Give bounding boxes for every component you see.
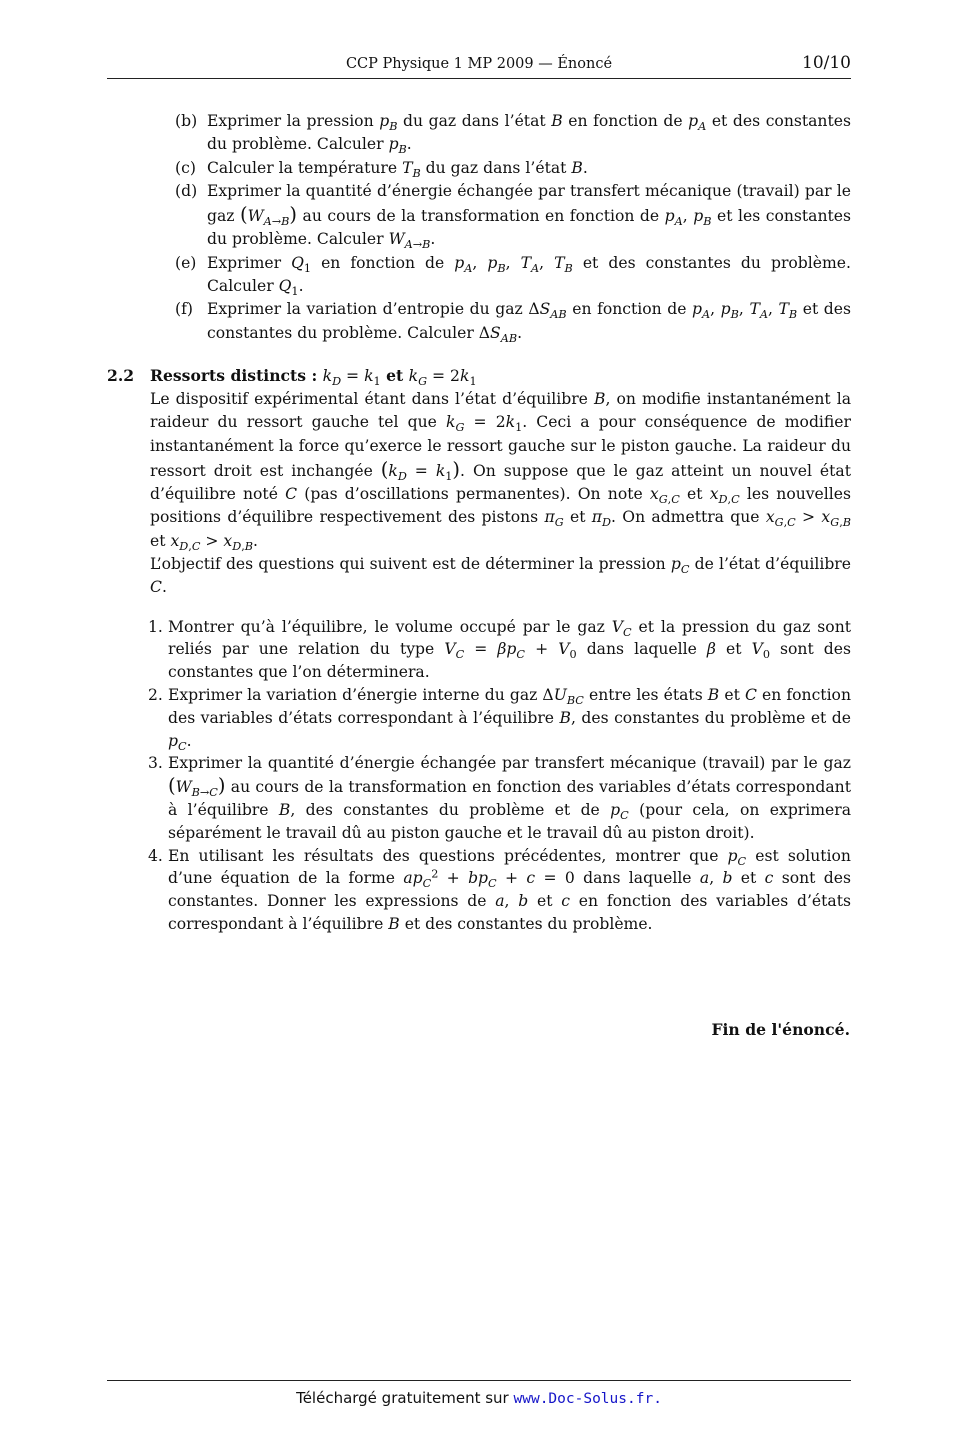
question-number: 2. xyxy=(148,686,163,705)
section-objective-paragraph: L’objectif des questions qui suivent est de déterminer la pression $p_C$ de l’état d’équilibre C. xyxy=(150,555,851,597)
numbered-question-list xyxy=(150,616,851,936)
question-number: 4. xyxy=(148,846,163,865)
sub-question-b: (b) Exprimer la pression $p_B$ du gaz dans l’état B en fonction de $p_A$ et des constantes du problème. Calculer $p_B$. xyxy=(175,112,851,157)
sub-question-marker: (e) xyxy=(175,253,197,272)
sub-question-marker: (f) xyxy=(175,300,193,319)
section-title: Ressorts distincts : $k_D = k_1$ et $k_G = 2k_1$ xyxy=(150,366,477,388)
question-number: 1. xyxy=(148,617,163,636)
end-of-statement: Fin de l'énoncé. xyxy=(711,1020,850,1039)
page-header xyxy=(107,52,851,79)
footer-suffix: . xyxy=(653,1391,662,1407)
header-title: CCP Physique 1 MP 2009 — Énoncé xyxy=(345,56,613,72)
section-heading xyxy=(107,364,851,388)
sub-question-list xyxy=(175,110,851,345)
question-1: 1. Montrer qu’à l’équilibre, le volume occupé par le gaz $V_C$ et la pression du gaz sont reliés par une relation du type $V_C = \beta p_C + V_0$ dans laquelle β et $V_0$ sont des constantes que l’on déterminera. xyxy=(148,617,852,682)
sub-question-f: (f) Exprimer la variation d’entropie du gaz $\Delta S_{AB}$ en fonction de $p_A$, $p_B$, $T_A$, $T_B$ et des constantes du problème. Calculer $\Delta S_{AB}$. xyxy=(175,300,851,345)
sub-question-marker: (b) xyxy=(175,112,198,130)
page-footer xyxy=(107,1380,851,1407)
footer-text: Téléchargé gratuitement sur xyxy=(296,1389,509,1407)
sub-question-c: (c) Calculer la température $T_B$ du gaz dans l’état B. xyxy=(175,158,588,180)
sub-question-d: (d) Exprimer la quantité d’énergie échangée par transfert mécanique (travail) par le gaz $(W_{A\to B})$ au cours de la transformation en fonction de $p_A$, $p_B$ et les constantes du problème. Calculer $W_{A\to B}$. xyxy=(175,181,852,252)
sub-question-marker: (c) xyxy=(175,158,196,177)
section-2-2 xyxy=(107,364,851,936)
footer-link[interactable]: www.Doc-Solus.fr xyxy=(513,1391,654,1407)
question-3: 3. Exprimer la quantité d’énergie échangée par transfert mécanique (travail) par le gaz $(W_{B\to C})$ au cours de la transformation en fonction des variables d’états correspondant à l’équilibre B, des constantes du problème et de $p_C$ (pour cela, on exprimera séparément le travail dû au piston gauche et le travail dû au piston droit). xyxy=(148,754,852,842)
sub-question-marker: (d) xyxy=(175,181,198,200)
question-2: 2. Exprimer la variation d’énergie interne du gaz $\Delta U_{BC}$ entre les états B et C en fonction des variables d’états correspondant à l’équilibre B, des constantes du problème et de $p_C$. xyxy=(148,686,851,753)
section-number: 2.2 xyxy=(107,366,135,385)
page-number: 10/10 xyxy=(802,53,851,73)
section-intro-paragraph: Le dispositif expérimental étant dans l’état d’équilibre B, on modifie instantanément la raideur du ressort gauche tel que $k_G = 2k_1$. Ceci a pour conséquence de modifier instantanément la force qu’exerce le ressort gauche sur le piston gauche. La raideur du ressort droit est inchangée $(k_D = k_1)$. On suppose que le gaz atteint un nouvel état d’équilibre noté C (pas d’oscillations permanentes). On note $x_{G,C}$ et $x_{D,C}$ les nouvelles positions d’équilibre respectivement des pistons $\pi_G$ et $\pi_D$. On admettra que $x_{G,C} > x_{G,B}$ et $x_{D,C} > x_{D,B}$. xyxy=(150,390,852,553)
sub-question-e: (e) Exprimer $Q_1$ en fonction de $p_A$, $p_B$, $T_A$, $T_B$ et des constantes du problème. Calculer $Q_1$. xyxy=(175,253,851,298)
question-number: 3. xyxy=(148,754,163,773)
question-4: 4. En utilisant les résultats des questions précédentes, montrer que $p_C$ est solution d’une équation de la forme $ap_C^2 + bp_C + c = 0$ dans laquelle a, b et c sont des constantes. Donner les expressions de a, b et c en fonction des variables d’états correspondant à l’équilibre B et des constantes du problème. xyxy=(148,846,851,934)
